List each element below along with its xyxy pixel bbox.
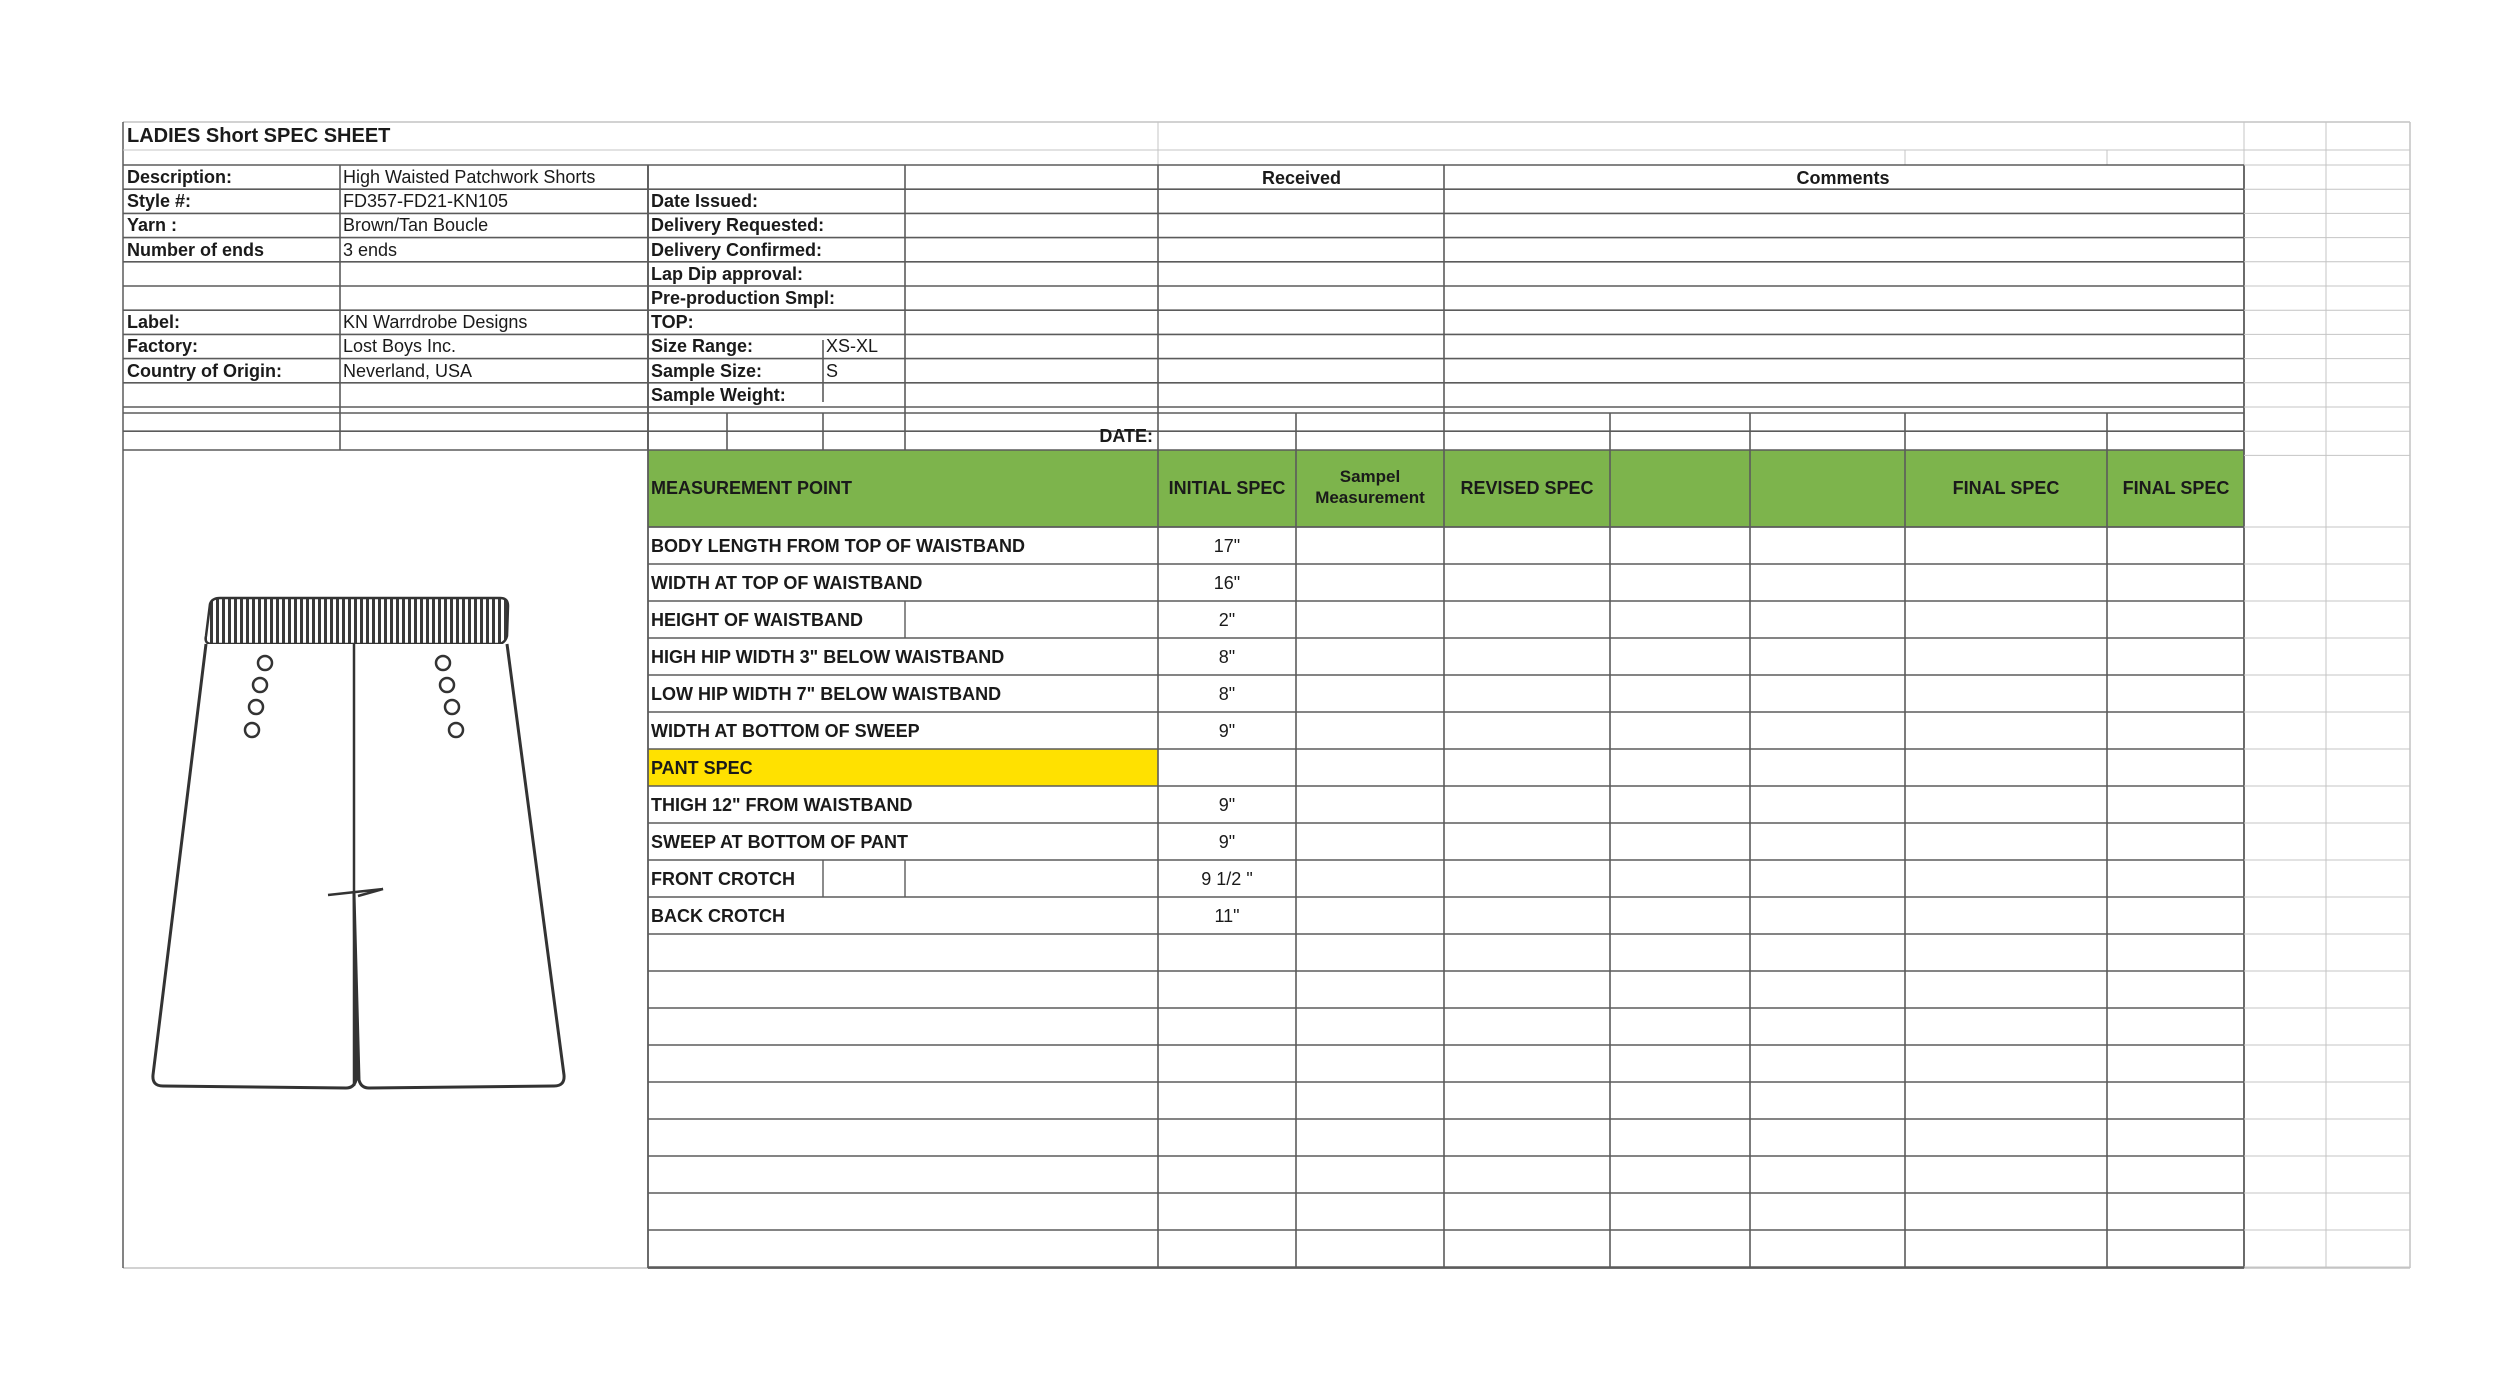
initial-spec-value: 9"	[1218, 795, 1236, 815]
initial-spec-value: 9"	[1218, 721, 1236, 741]
info-label-mid: Delivery Confirmed:	[651, 239, 823, 260]
info-value-mid: XS-XL	[826, 336, 879, 357]
header-sample-measurement-line1: Sampel	[1339, 467, 1401, 486]
measurement-point: WIDTH AT TOP OF WAISTBAND	[651, 573, 923, 593]
info-label-mid: Lap Dip approval:	[651, 263, 804, 284]
info-label-mid: Delivery Requested:	[651, 215, 825, 236]
initial-spec-value: 8"	[1218, 684, 1236, 704]
info-value-left: KN Warrdrobe Designs	[343, 312, 528, 333]
info-value-left: Neverland, USA	[343, 360, 473, 381]
info-label-left: Style #:	[127, 191, 192, 212]
info-value-left: FD357-FD21-KN105	[343, 191, 509, 212]
measurement-point: HEIGHT OF WAISTBAND	[651, 610, 863, 630]
info-label-left: Description:	[127, 167, 233, 187]
measurement-point: FRONT CROTCH	[651, 869, 795, 889]
initial-spec-value: 2"	[1218, 610, 1236, 630]
info-value-left: Lost Boys Inc.	[343, 336, 457, 357]
comments-header: Comments	[1796, 168, 1890, 188]
info-label-left: Yarn :	[127, 215, 178, 236]
initial-spec-value: 9"	[1218, 832, 1236, 852]
measurement-point: THIGH 12" FROM WAISTBAND	[651, 795, 913, 815]
header-final-spec-1: FINAL SPEC	[1952, 478, 2060, 498]
initial-spec-value: 8"	[1218, 647, 1236, 667]
measurement-point: LOW HIP WIDTH 7" BELOW WAISTBAND	[651, 684, 1002, 704]
info-label-left: Factory:	[127, 336, 199, 357]
info-label-mid: Size Range:	[651, 336, 754, 357]
pant-spec-label: PANT SPEC	[651, 758, 753, 778]
header-revised-spec: REVISED SPEC	[1460, 478, 1594, 498]
measurement-point: BODY LENGTH FROM TOP OF WAISTBAND	[651, 536, 1026, 556]
info-value-left: High Waisted Patchwork Shorts	[343, 167, 596, 187]
info-value-left: Brown/Tan Boucle	[343, 215, 489, 236]
info-label-left: Number of ends	[127, 239, 265, 260]
info-label-left: Label:	[127, 312, 181, 333]
info-label-mid: Sample Weight:	[651, 384, 786, 405]
initial-spec-value: 17"	[1213, 536, 1241, 556]
measurement-point: WIDTH AT BOTTOM OF SWEEP	[651, 721, 920, 741]
initial-spec-value: 11"	[1214, 906, 1240, 926]
initial-spec-value: 16"	[1213, 573, 1241, 593]
header-final-spec-2: FINAL SPEC	[2122, 478, 2230, 498]
date-label: DATE:	[1099, 426, 1153, 446]
measurement-point: SWEEP AT BOTTOM OF PANT	[651, 832, 909, 852]
measurement-point: HIGH HIP WIDTH 3" BELOW WAISTBAND	[651, 647, 1005, 667]
info-label-mid: Date Issued:	[651, 191, 759, 212]
header-initial-spec: INITIAL SPEC	[1168, 478, 1286, 498]
info-label-left: Country of Origin:	[127, 360, 282, 381]
header-measurement-point: MEASUREMENT POINT	[651, 478, 853, 498]
initial-spec-value: 9 1/2 "	[1201, 869, 1253, 889]
info-label-mid: TOP:	[651, 312, 694, 333]
measurement-point: BACK CROTCH	[651, 906, 785, 926]
header-sample-measurement-line2: Measurement	[1315, 488, 1425, 507]
sheet-title: LADIES Short SPEC SHEET	[127, 125, 391, 147]
info-label-mid: Pre-production Smpl:	[651, 288, 835, 308]
received-header: Received	[1261, 168, 1342, 188]
info-label-mid: Sample Size:	[651, 360, 763, 381]
info-value-left: 3 ends	[343, 239, 398, 260]
info-value-mid: S	[826, 360, 839, 381]
